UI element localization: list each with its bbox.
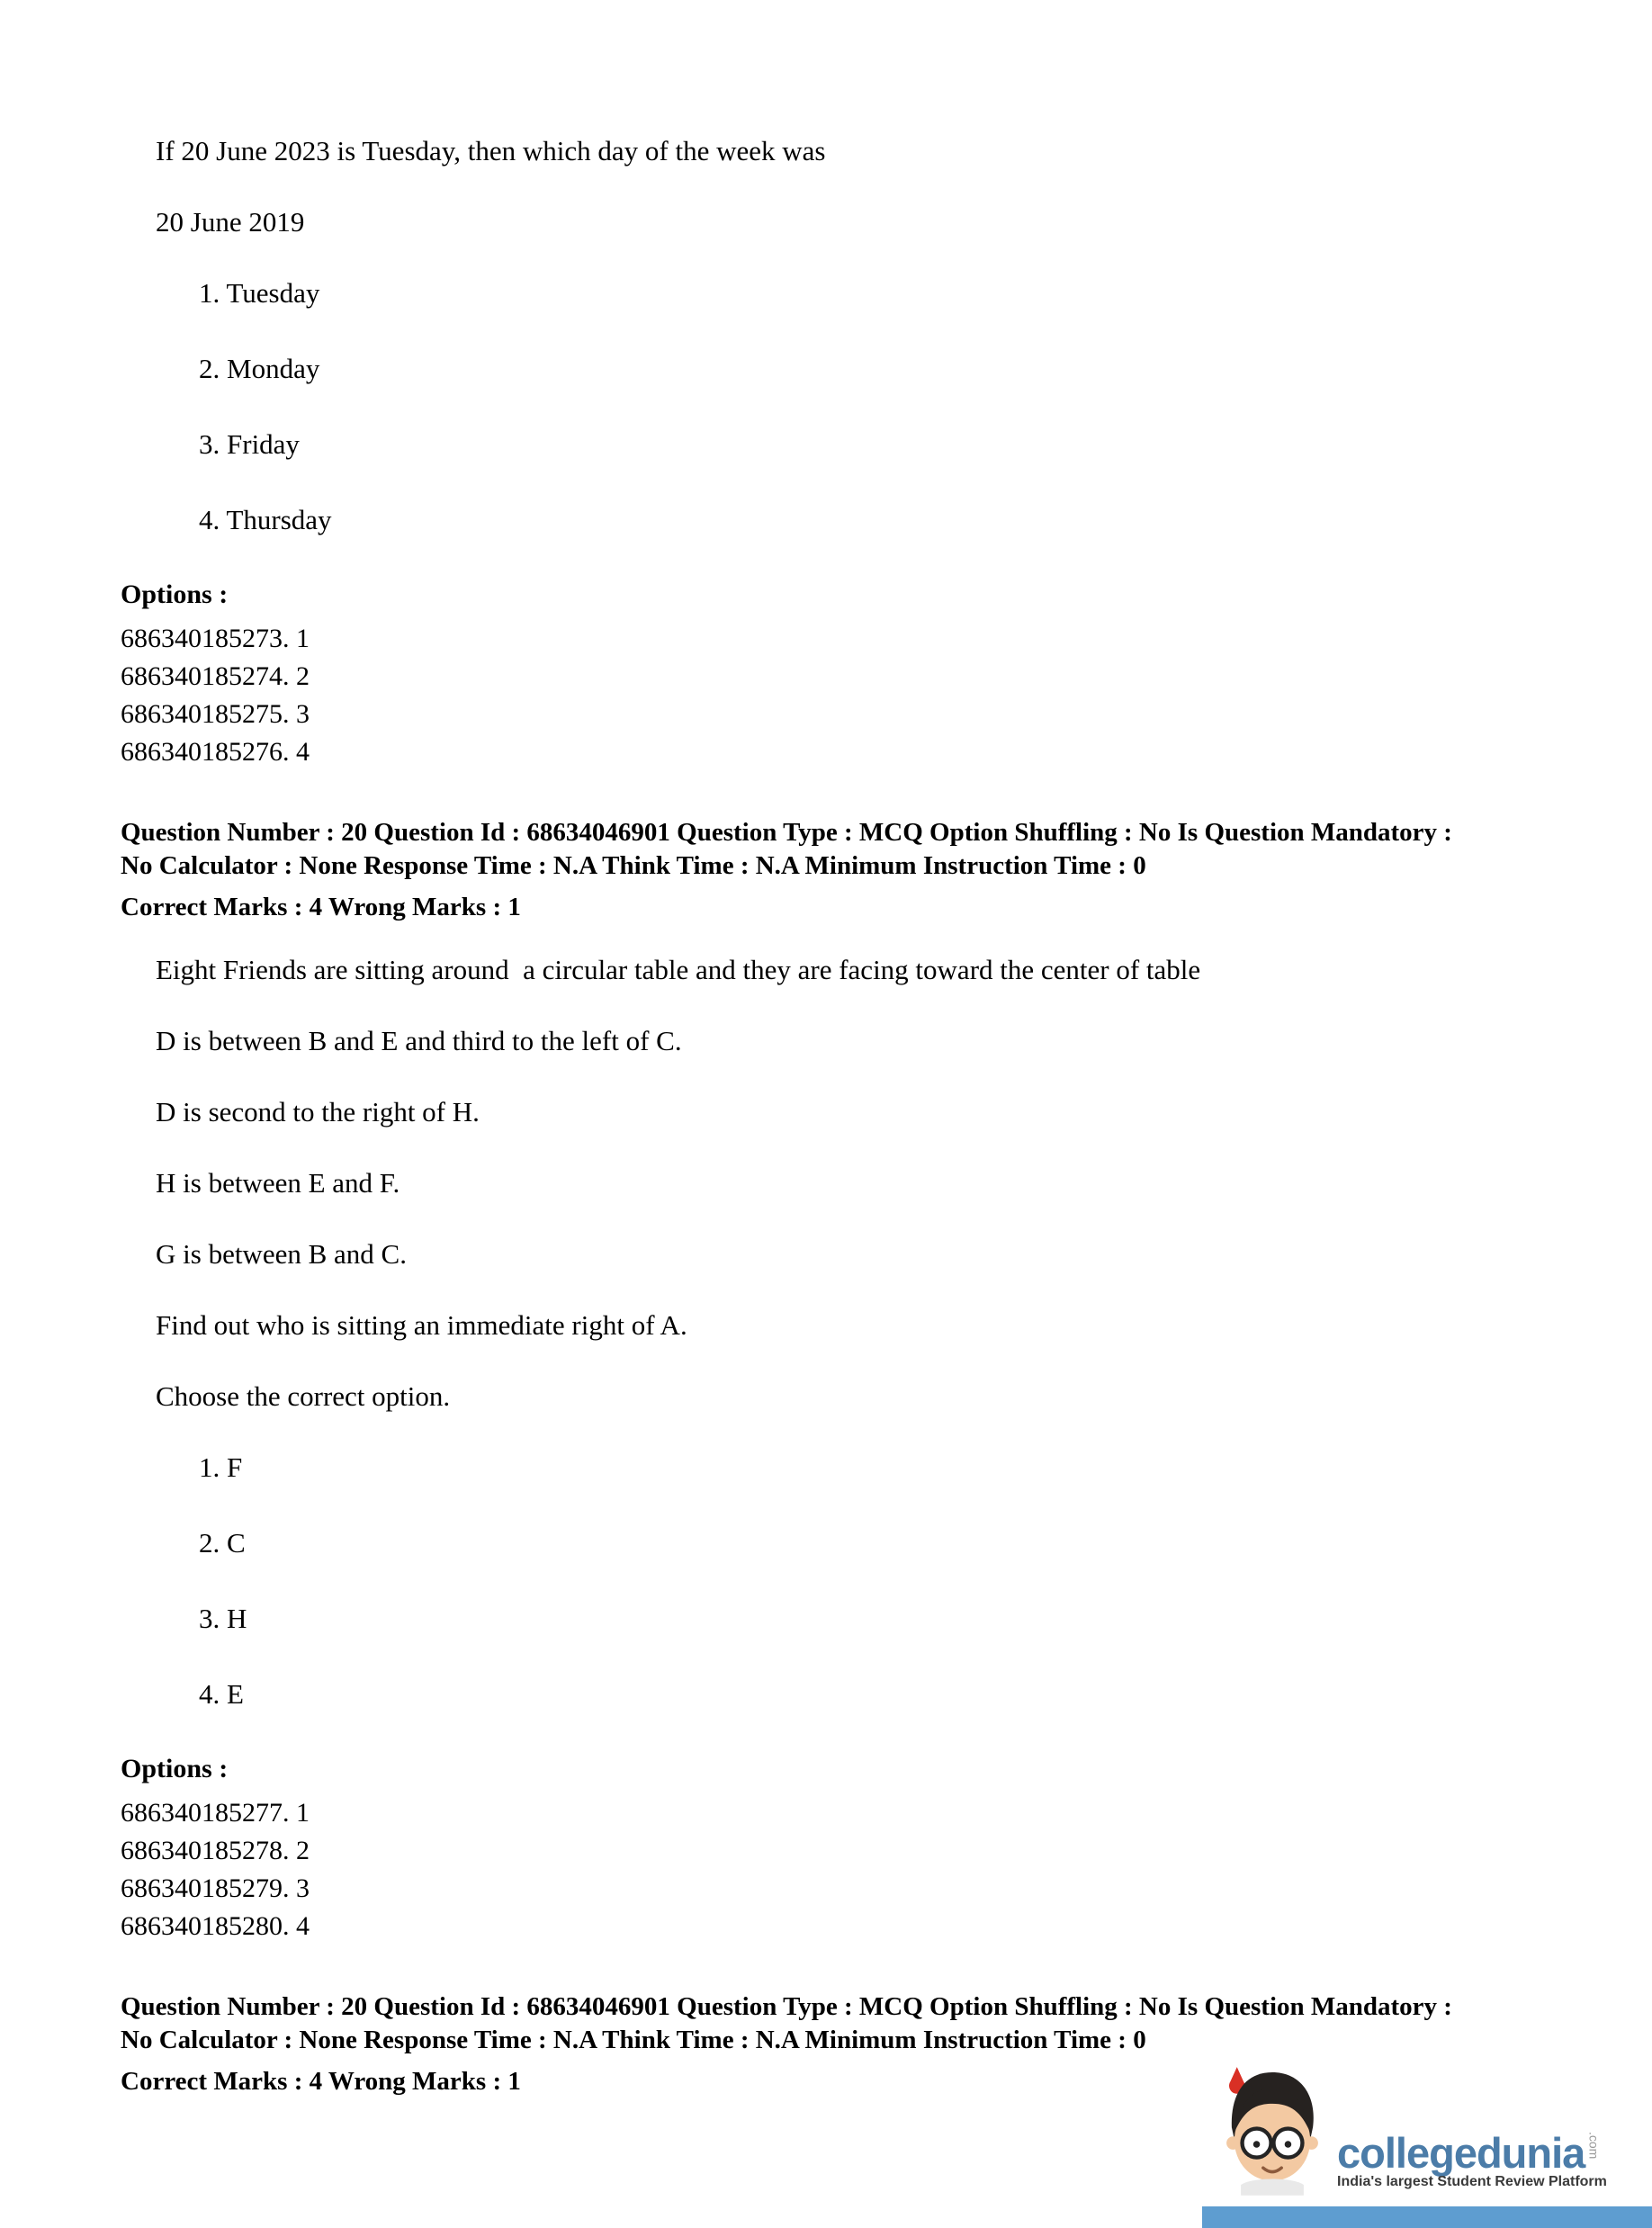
question-meta-line: No Calculator : None Response Time : N.A Think Time : N.A Minimum Instruction Time : 0	[121, 2026, 1146, 2054]
question-meta-line: No Calculator : None Response Time : N.A Think Time : N.A Minimum Instruction Time : 0	[121, 851, 1146, 880]
option-id: 686340185275. 3	[121, 699, 310, 729]
collegedunia-wordmark: collegedunia	[1337, 2129, 1585, 2177]
answer-choice-3: 3. H	[199, 1603, 247, 1634]
answer-choice-2: 2. Monday	[199, 353, 320, 384]
collegedunia-dotcom-label: .com	[1586, 2132, 1602, 2160]
question-text-line: Find out who is sitting an immediate right of A.	[156, 1309, 687, 1341]
question-metadata	[121, 816, 1652, 924]
footer-tagline: India's largest Student Review Platform	[1337, 2174, 1607, 2189]
question-marks-line: Correct Marks : 4 Wrong Marks : 1	[121, 2067, 521, 2096]
option-id: 686340185279. 3	[121, 1873, 310, 1903]
question-text-line: D is between B and E and third to the left of C.	[156, 1025, 682, 1056]
option-id: 686340185274. 2	[121, 661, 310, 691]
question-text-line: Eight Friends are sitting around a circular table and they are facing toward the center of table	[156, 954, 1201, 985]
question-text-line: If 20 June 2023 is Tuesday, then which day of the week was	[156, 135, 826, 166]
options-label: Options :	[121, 1754, 229, 1783]
question-text-line: G is between B and C.	[156, 1238, 407, 1270]
collegedunia-mascot-icon	[1215, 2064, 1330, 2196]
question-marks-line: Correct Marks : 4 Wrong Marks : 1	[121, 893, 521, 921]
answer-choice-3: 3. Friday	[199, 428, 300, 460]
question-block-2	[0, 954, 1652, 2098]
option-id: 686340185280. 4	[121, 1911, 310, 1941]
option-id: 686340185277. 1	[121, 1798, 310, 1828]
collegedunia-footer	[1202, 2064, 1652, 2228]
option-id: 686340185273. 1	[121, 624, 310, 653]
option-id: 686340185276. 4	[121, 737, 310, 767]
question-text-line: Choose the correct option.	[156, 1380, 451, 1412]
question-meta-line: Question Number : 20 Question Id : 68634046901 Question Type : MCQ Option Shuffling : No Is Question Mandatory :	[121, 1992, 1452, 2021]
question-text-line: D is second to the right of H.	[156, 1096, 480, 1127]
option-id: 686340185278. 2	[121, 1836, 310, 1865]
answer-choice-2: 2. C	[199, 1527, 246, 1559]
question-meta-line: Question Number : 20 Question Id : 68634046901 Question Type : MCQ Option Shuffling : No Is Question Mandatory :	[121, 818, 1452, 847]
options-label: Options :	[121, 579, 229, 609]
answer-choice-1: 1. Tuesday	[199, 277, 320, 309]
answer-choice-4: 4. Thursday	[199, 504, 332, 535]
footer-blue-bar	[1202, 2206, 1652, 2228]
question-text-line: 20 June 2019	[156, 206, 305, 238]
answer-choice-1: 1. F	[199, 1451, 243, 1483]
question-block-1	[0, 135, 1652, 924]
question-text-line: H is between E and F.	[156, 1167, 400, 1199]
footer-brand-row	[1202, 2064, 1652, 2196]
answer-choice-4: 4. E	[199, 1678, 244, 1710]
footer-brand-column	[1337, 2129, 1607, 2196]
